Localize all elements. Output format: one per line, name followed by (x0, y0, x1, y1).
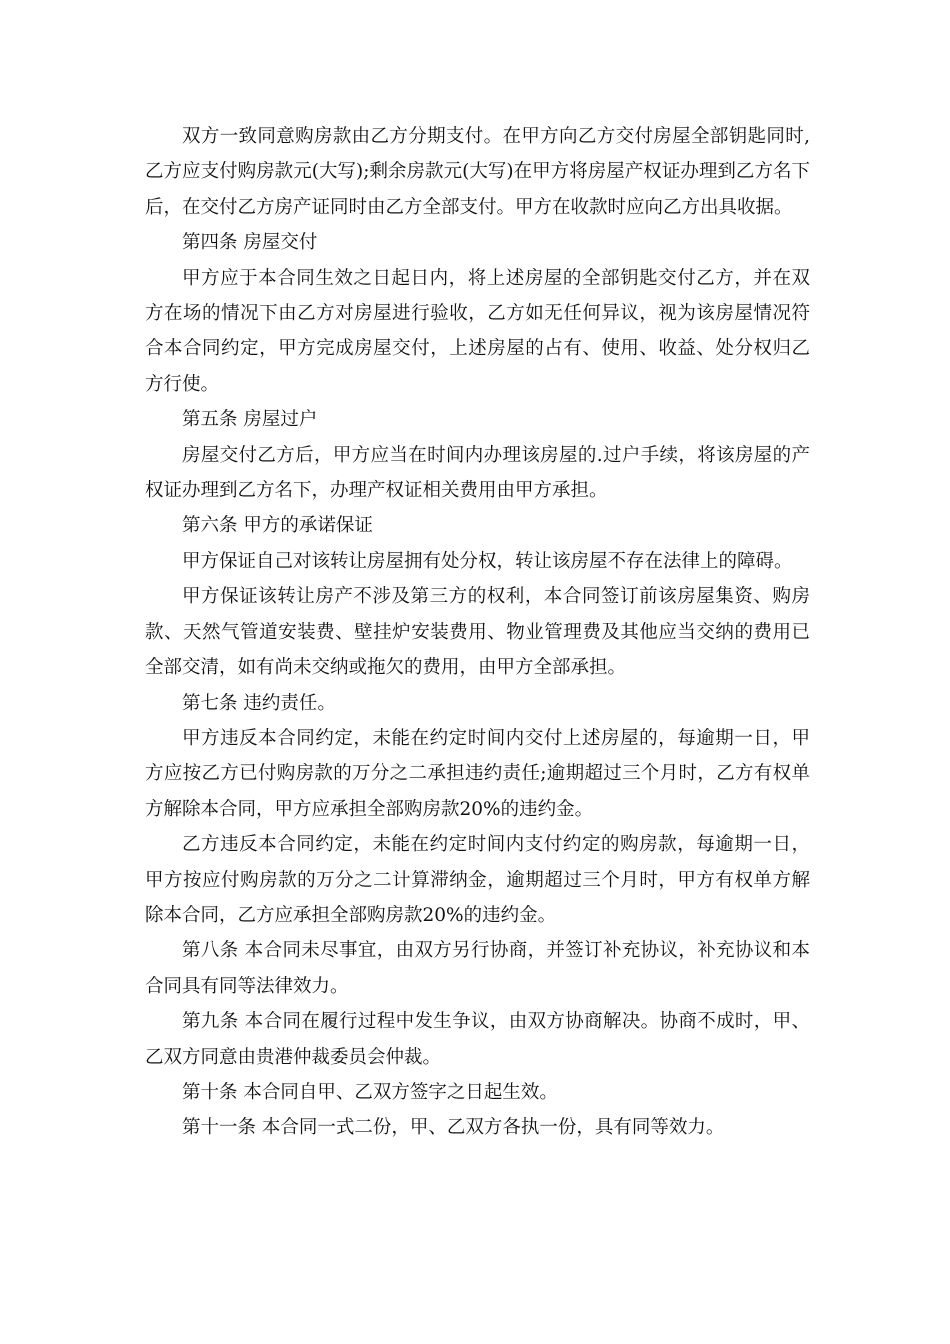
article-9-paragraph: 第九条 本合同在履行过程中发生争议，由双方协商解决。协商不成时，甲、乙双方同意由贵港仲裁委员会仲裁。 (145, 1011, 810, 1068)
paragraph-house-transfer: 房屋交付乙方后，甲方应当在时间内办理该房屋的.过户手续，将该房屋的产权证办理到乙方名下，办理产权证相关费用由甲方承担。 (145, 444, 810, 502)
article-8-paragraph: 第八条 本合同未尽事宜，由双方另行协商，并签订补充协议，补充协议和本合同具有同等法律效力。 (145, 940, 810, 997)
article-6-heading: 第六条 甲方的承诺保证 (182, 515, 373, 537)
paragraph-party-b-breach: 乙方违反本合同约定，未能在约定时间内支付约定的购房款，每逾期一日，甲方按应付购房款的万分之二计算滞纳金，逾期超过三个月时，甲方有权单方解除本合同，乙方应承担全部购房款20%的违约金。 (145, 834, 810, 926)
article-4-heading: 第四条 房屋交付 (182, 232, 318, 254)
article-5-heading: 第五条 房屋过户 (182, 409, 318, 431)
article-11-paragraph: 第十一条 本合同一式二份，甲、乙双方各执一份，具有同等效力。 (182, 1117, 725, 1139)
paragraph-guarantee-ownership: 甲方保证自己对该转让房屋拥有处分权，转让该房屋不存在法律上的障碍。 (182, 550, 793, 572)
article-10-paragraph: 第十条 本合同自甲、乙双方签字之日起生效。 (182, 1081, 558, 1103)
paragraph-guarantee-fees: 甲方保证该转让房产不涉及第三方的权利，本合同签订前该房屋集资、购房款、天然气管道安装费、壁挂炉安装费用、物业管理费及其他应当交纳的费用已全部交清，如有尚未交纳或拖欠的费用，由甲方全部承担。 (145, 586, 810, 679)
paragraph-house-delivery: 甲方应于本合同生效之日起日内，将上述房屋的全部钥匙交付乙方，并在双方在场的情况下由乙方对房屋进行验收，乙方如无任何异议，视为该房屋情况符合本合同约定，甲方完成房屋交付，上述房屋的占有、使用、收益、处分权归乙方行使。 (145, 267, 810, 395)
article-7-heading: 第七条 违约责任。 (182, 692, 336, 714)
document-page (145, 119, 810, 1146)
paragraph-payment-terms: 双方一致同意购房款由乙方分期支付。在甲方向乙方交付房屋全部钥匙同时,乙方应支付购房款元(大写);剩余房款元(大写)在甲方将房屋产权证办理到乙方名下后，在交付乙方房产证同时由乙方全部支付。甲方在收款时应向乙方出具收据。 (145, 126, 810, 218)
paragraph-party-a-breach: 甲方违反本合同约定，未能在约定时间内交付上述房屋的，每逾期一日，甲方应按乙方已付购房款的万分之二承担违约责任;逾期超过三个月时，乙方有权单方解除本合同，甲方应承担全部购房款20%的违约金。 (145, 727, 810, 820)
